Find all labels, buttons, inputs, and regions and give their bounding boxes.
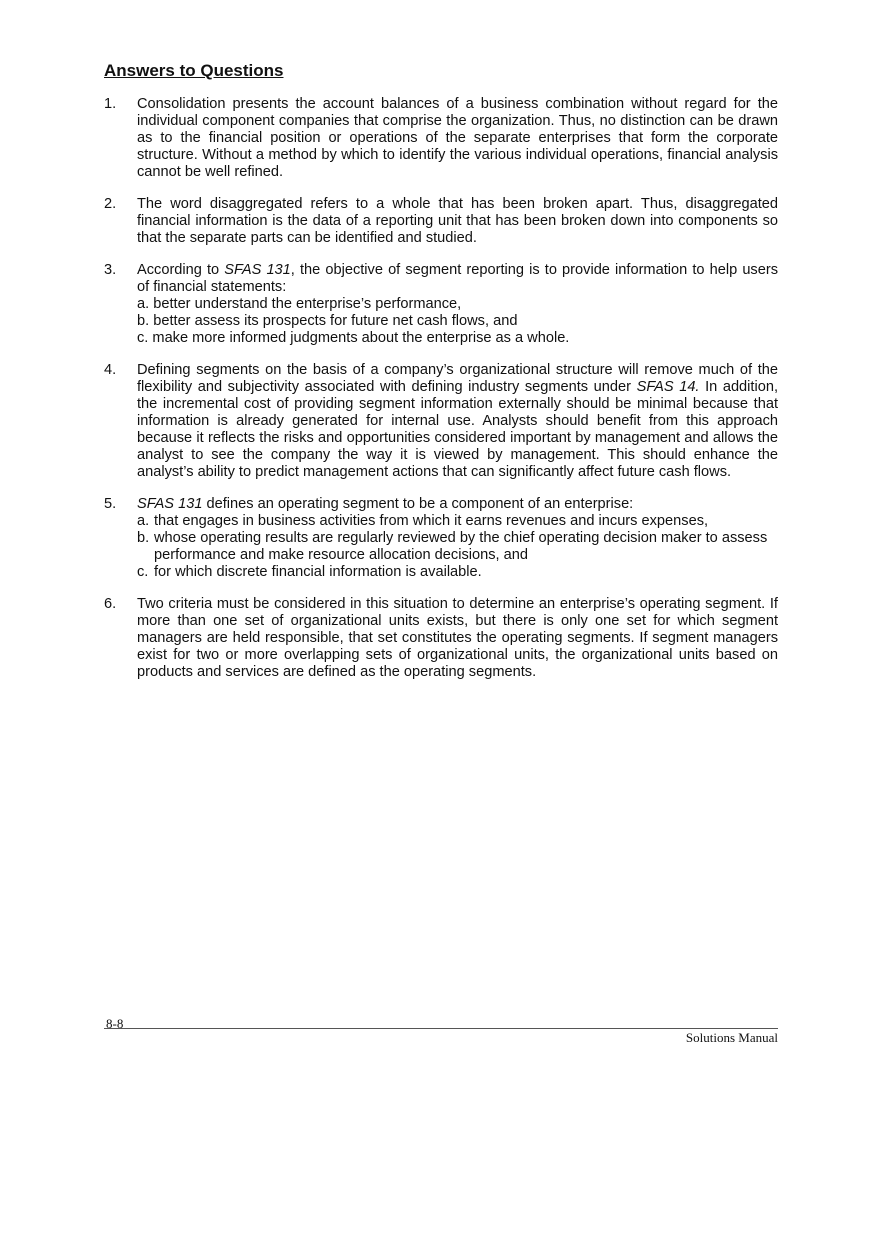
answer-text: [137, 262, 778, 296]
answer-number: 6.: [104, 596, 117, 612]
running-footer-title: Solutions Manual: [685, 1030, 778, 1045]
list-item-text: for which discrete financial information is available.: [154, 564, 482, 580]
answer-text: [137, 496, 778, 513]
answer-number: 2.: [104, 196, 117, 212]
answer-text: The word disaggregated refers to a whole that has been broken apart. Thus, disaggregated financial information is the data of a reporting unit that has been broken down into components so that the separate parts can be identified and studied.: [137, 196, 778, 246]
answer-text: Two criteria must be considered in this situation to determine an enterprise’s operating segment. If more than one set of organizational units exists, but there is only one set for which segment managers are held responsible, that set constitutes the operating segments. If segment managers exist for two or more overlapping sets of organizational units, the organizational units based on products and services are defined as the operating segments.: [137, 596, 778, 680]
answer-5: [104, 496, 778, 581]
list-item-label: b.: [137, 530, 150, 546]
answer-text-pre: According to: [137, 262, 225, 278]
answer-text-post: defines an operating segment to be a component of an enterprise:: [202, 496, 634, 512]
list-item-label: c.: [137, 564, 149, 580]
answer-number: 5.: [104, 496, 117, 512]
list-item: b. better assess its prospects for future net cash flows, and: [137, 313, 518, 329]
answer-text-post: , the objective of segment reporting is to provide information to help users of financial statements:: [137, 262, 779, 295]
page-number: 8-8: [106, 1016, 124, 1031]
standard-reference: SFAS 14.: [636, 379, 700, 395]
answer-1: [104, 96, 778, 181]
footer-divider: [104, 1028, 778, 1029]
list-item-label: a.: [137, 513, 150, 529]
list-item: [137, 530, 778, 564]
answer-number: 4.: [104, 362, 117, 378]
list-item: a. better understand the enterprise’s performance,: [137, 296, 462, 312]
list-item-text: whose operating results are regularly reviewed by the chief operating decision maker to assess performance and make resource allocation decisions, and: [154, 530, 768, 563]
list-item: [137, 513, 778, 530]
page-title: Answers to Questions: [104, 61, 284, 80]
standard-reference: SFAS 131: [224, 262, 291, 278]
answer-6: [104, 596, 778, 681]
standard-reference: SFAS 131: [137, 496, 203, 512]
answer-text: Consolidation presents the account balances of a business combination without regard for the individual component companies that comprise the organization. Thus, no distinction can be drawn as to the financial position or operations of the separate enterprises that form the corporate structure. Without a method by which to identify the various individual operations, financial analysis cannot be well refined.: [137, 96, 778, 180]
answer-2: [104, 196, 778, 247]
answer-text: [137, 362, 778, 481]
answer-number: 1.: [104, 96, 117, 112]
answer-text-post: In addition, the incremental cost of providing segment information externally should be minimal because that information is already generated for internal use. Analysts should benefit from this approach because it reflects the risks and opportunities considered important by management and allows the analyst to see the company the way it is viewed by management. This should enhance the analyst’s ability to predict management actions that can significantly affect future cash flows.: [137, 379, 778, 480]
answer-4: [104, 362, 778, 481]
answer-number: 3.: [104, 262, 117, 278]
list-item-text: that engages in business activities from which it earns revenues and incurs expenses,: [154, 513, 709, 529]
answer-text-pre: Defining segments on the basis of a company’s organizational structure will remove much of the flexibility and subjectivity associated with defining industry segments under: [137, 362, 778, 395]
answers-list: [104, 96, 778, 696]
list-item: [137, 564, 778, 581]
answer-3: [104, 262, 778, 347]
list-item: c. make more informed judgments about the enterprise as a whole.: [137, 330, 570, 346]
